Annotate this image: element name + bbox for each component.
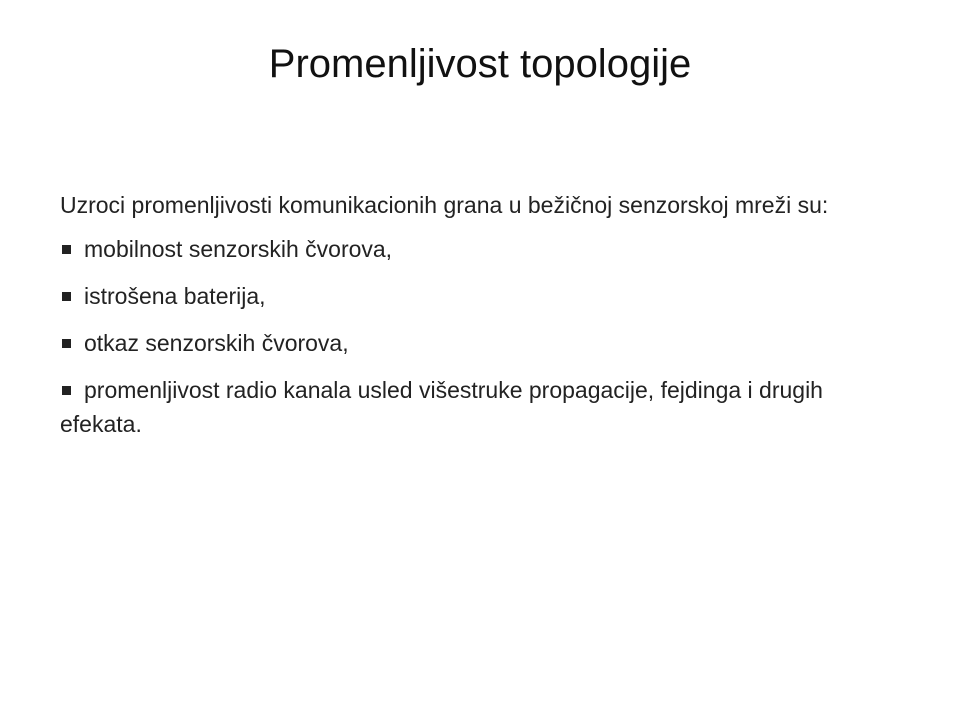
bullet-item [60,232,900,266]
bullet-text: mobilnost senzorskih čvorova, [84,236,393,262]
bullet-item [60,373,900,441]
slide-body [60,188,900,454]
square-bullet-icon [62,245,71,254]
bullet-text: otkaz senzorskih čvorova, [84,330,349,356]
square-bullet-icon [62,292,71,301]
bullet-item [60,279,900,313]
square-bullet-icon [62,339,71,348]
intro-text: Uzroci promenljivosti komunikacionih grana u bežičnoj senzorskoj mreži su: [60,192,829,218]
bullet-text: promenljivost radio kanala usled višestruke propagacije, fejdinga i drugih efekata. [60,377,823,437]
bullet-item [60,326,900,360]
bullet-text: istrošena baterija, [84,283,266,309]
slide-title: Promenljivost topologije [268,42,692,86]
square-bullet-icon [62,386,71,395]
bullet-list [60,232,900,441]
